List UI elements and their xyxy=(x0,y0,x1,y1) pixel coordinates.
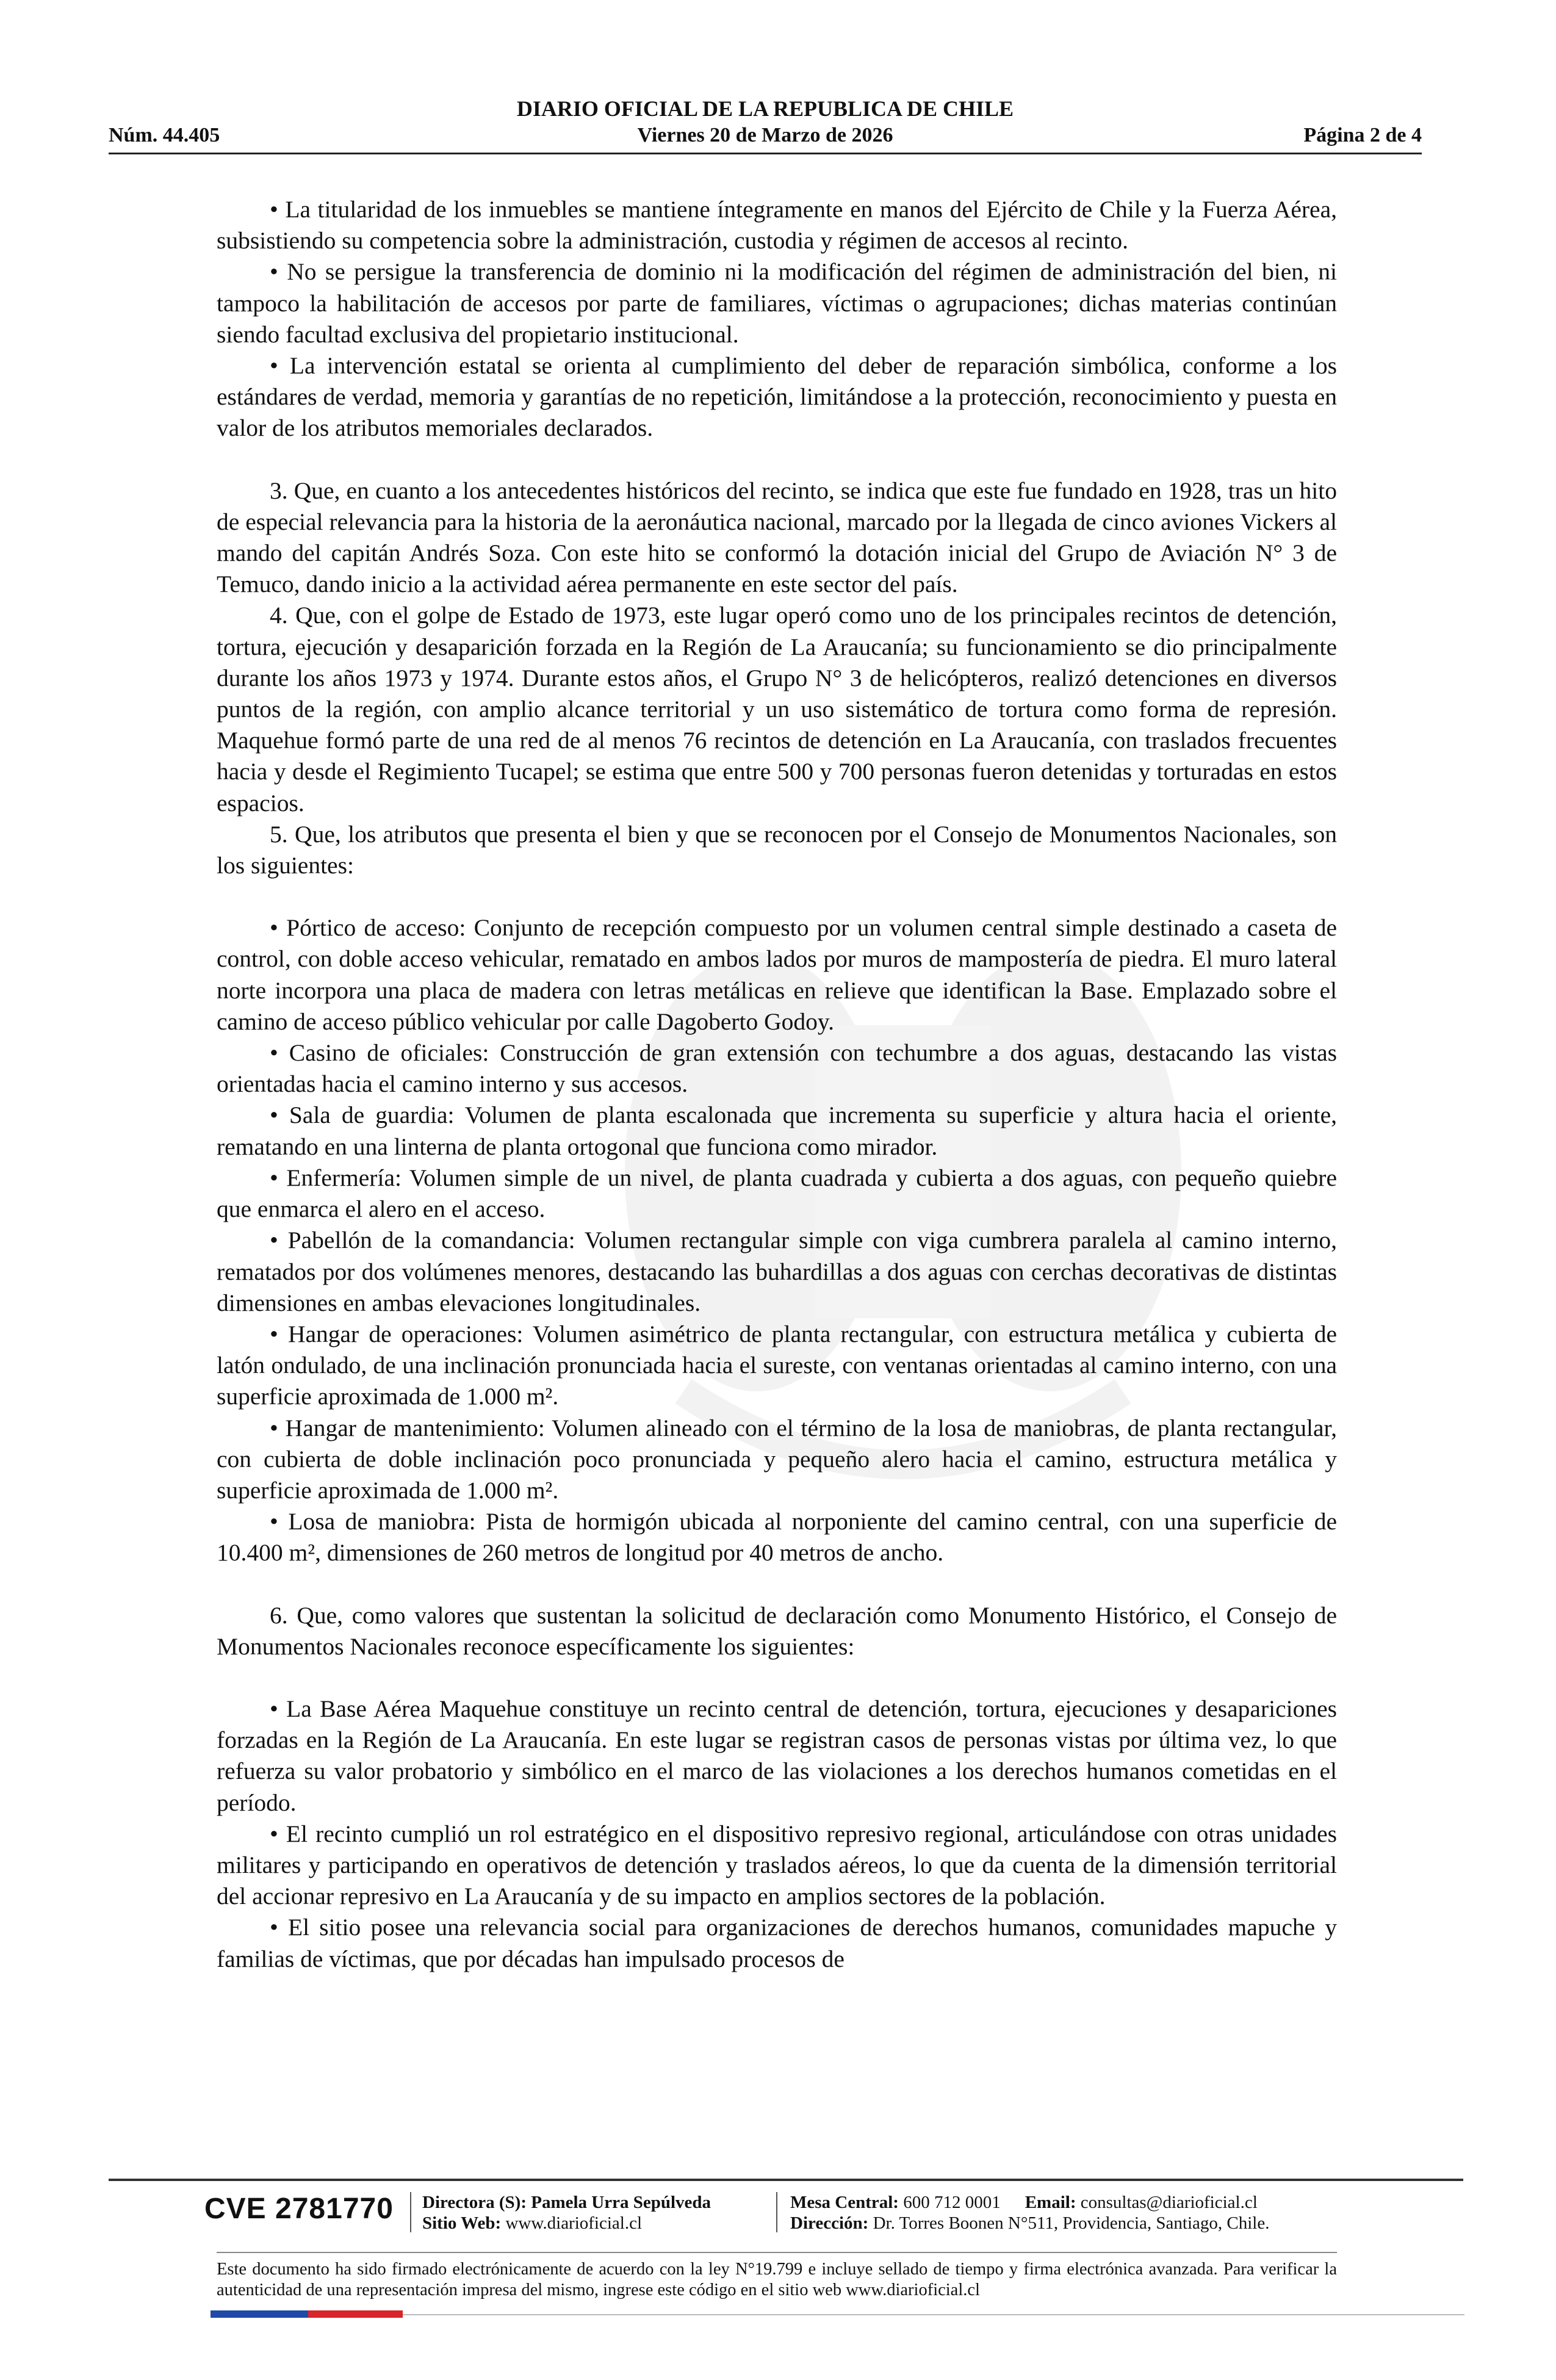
paragraph-spacer xyxy=(217,444,1337,475)
bullet-paragraph: • Pórtico de acceso: Conjunto de recepción compuesto por un volumen central simple destinado a caseta de control, con doble acceso vehicular, rematado en ambos lados por muros de mampostería de piedra. El muro lateral norte incorpora una placa de madera con letras metálicas en relieve que identifican la Base. Emplazado sobre el camino de acceso público vehicular por calle Dagoberto Godoy. xyxy=(217,914,1337,1035)
bullet-paragraph: • No se persigue la transferencia de dominio ni la modificación del régimen de administración del bien, ni tampoco la habilitación de accesos por parte de familiares, víctimas o agrupaciones; dichas materias continúan siendo facultad exclusiva del propietario institucional. xyxy=(217,258,1337,348)
bullet-paragraph: • La intervención estatal se orienta al cumplimiento del deber de reparación simbólica, conforme a los estándares de verdad, memoria y garantías de no repetición, limitándose a la protección, reconocimiento y puesta en valor de los atributos memoriales declarados. xyxy=(217,352,1337,442)
director-line xyxy=(422,2192,711,2213)
bullet-paragraph: • Losa de maniobra: Pista de hormigón ubicada al norponiente del camino central, con una superficie de 10.400 m², dimensiones de 260 metros de longitud por 40 metros de ancho. xyxy=(217,1508,1337,1567)
newspaper-title: DIARIO OFICIAL DE LA REPUBLICA DE CHILE xyxy=(516,96,1014,121)
bullet-paragraph: • Hangar de mantenimiento: Volumen alineado con el término de la losa de maniobras, de planta rectangular, con cubierta de doble inclinación poco pronunciada y pequeño alero hacia el camino, estructura metálica y superficie aproximada de 1.000 m². xyxy=(217,1414,1337,1504)
paragraph-spacer xyxy=(217,1662,1337,1693)
bullet-paragraph: • El sitio posee una relevancia social para organizaciones de derechos humanos, comunidades mapuche y familias de víctimas, que por décadas han impulsado procesos de xyxy=(217,1914,1337,1972)
mesa-label: Mesa Central: xyxy=(790,2193,899,2212)
numbered-paragraph: 4. Que, con el golpe de Estado de 1973, este lugar operó como uno de los principales recintos de detención, tortura, ejecución y desaparición forzada en la Región de La Araucanía; su funcionamiento se dio principalmente durante los años 1973 y 1974. Durante estos años, el Grupo N° 3 de helicópteros, realizó detenciones en diversos puntos de la región, con amplio alcance territorial y un uso sistemático de tortura como forma de represión. Maquehue formó parte de una red de al menos 76 recintos de detención en La Araucanía, con traslados frecuentes hacia y desde el Regimiento Tucapel; se estima que entre 500 y 700 personas fueron detenidas y torturadas en estos espacios. xyxy=(217,602,1337,817)
paragraph-spacer xyxy=(217,1569,1337,1600)
document-body xyxy=(217,194,1337,1975)
numbered-paragraph: 5. Que, los atributos que presenta el bien y que se reconocen por el Consejo de Monumentos Nacionales, son los siguientes: xyxy=(217,820,1337,879)
cve-code: CVE 2781770 xyxy=(204,2193,394,2225)
footer-separator xyxy=(410,2192,411,2232)
bullet-paragraph: • Enfermería: Volumen simple de un nivel, de planta cuadrada y cubierta a dos aguas, con pequeño quiebre que enmarca el alero en el acceso. xyxy=(217,1164,1337,1223)
page-indicator: Página 2 de 4 xyxy=(1303,124,1422,146)
director-label: Directora (S): xyxy=(422,2193,527,2212)
numbered-paragraph: 6. Que, como valores que sustentan la solicitud de declaración como Monumento Histórico, el Consejo de Monumentos Nacionales reconoce específicamente los siguientes: xyxy=(217,1601,1337,1660)
contact-line xyxy=(790,2192,1269,2213)
header-info-row xyxy=(109,122,1422,149)
bullet-paragraph: • Pabellón de la comandancia: Volumen rectangular simple con viga cumbrera paralela al camino interno, rematados por dos volúmenes menores, destacando las buhardillas a dos aguas con cerchas decorativas de distintas dimensiones en ambas elevaciones longitudinales. xyxy=(217,1227,1337,1316)
footer-director-column xyxy=(422,2192,711,2234)
issue-date: Viernes 20 de Marzo de 2026 xyxy=(637,124,893,146)
address-value: Dr. Torres Boonen N°511, Providencia, Santiago, Chile. xyxy=(873,2213,1270,2233)
paragraph-spacer xyxy=(217,881,1337,912)
bullet-paragraph: • El recinto cumplió un rol estratégico en el dispositivo represivo regional, articulándose con otras unidades militares y participando en operativos de detención y traslados aéreos, lo que da cuenta de la dimensión territorial del accionar represivo en La Araucanía y de su impacto en amplios sectores de la población. xyxy=(217,1820,1337,1910)
bullet-paragraph: • Hangar de operaciones: Volumen asimétrico de planta rectangular, con estructura metálica y cubierta de latón ondulado, de una inclinación pronunciada hacia el sureste, con ventanas orientadas al camino interno, con una superficie aproximada de 1.000 m². xyxy=(217,1320,1337,1410)
address-line xyxy=(790,2213,1269,2234)
website-link[interactable]: www.diarioficial.cl xyxy=(505,2213,643,2233)
footer-contact-column xyxy=(790,2192,1269,2234)
footer-separator xyxy=(776,2192,777,2232)
bullet-paragraph: • Casino de oficiales: Construcción de gran extensión con techumbre a dos aguas, destacando las vistas orientadas hacia el camino interno y sus accesos. xyxy=(217,1039,1337,1098)
header-divider xyxy=(109,153,1422,154)
chile-flag-stripe xyxy=(211,2310,403,2318)
director-name: Pamela Urra Sepúlveda xyxy=(531,2193,711,2212)
email-link[interactable]: consultas@diarioficial.cl xyxy=(1080,2193,1258,2212)
flag-red-segment xyxy=(308,2310,403,2318)
signature-disclaimer: Este documento ha sido firmado electrónicamente de acuerdo con la ley N°19.799 e incluye sellado de tiempo y firma electrónica avanzada. Para verificar la autenticidad de una representación impresa del mismo, ingrese este código en el sitio web www.diarioficial.cl xyxy=(217,2260,1337,2299)
footer-divider xyxy=(109,2179,1463,2181)
flag-blue-segment xyxy=(211,2310,308,2318)
address-label: Dirección: xyxy=(790,2213,869,2233)
bullet-paragraph: • La Base Aérea Maquehue constituye un recinto central de detención, tortura, ejecuciones y desapariciones forzadas en la Región de La Araucanía. En este lugar se registran casos de personas vistas por última vez, lo que refuerza su valor probatorio y simbólico en el marco de las violaciones a los derechos humanos cometidas en el período. xyxy=(217,1695,1337,1816)
footer-bottom-line xyxy=(403,2314,1464,2315)
email-label: Email: xyxy=(1025,2193,1076,2212)
numbered-paragraph: 3. Que, en cuanto a los antecedentes históricos del recinto, se indica que este fue fundado en 1928, tras un hito de especial relevancia para la historia de la aeronáutica nacional, marcado por la llegada de cinco aviones Vickers al mando del capitán Andrés Soza. Con este hito se conformó la dotación inicial del Grupo de Aviación N° 3 de Temuco, dando inicio a la actividad aérea permanente en este sector del país. xyxy=(217,477,1337,598)
website-line xyxy=(422,2213,711,2234)
page-header xyxy=(109,96,1422,155)
bullet-paragraph: • La titularidad de los inmuebles se mantiene íntegramente en manos del Ejército de Chile y la Fuerza Aérea, subsistiendo su competencia sobre la administración, custodia y régimen de accesos al recinto. xyxy=(217,196,1337,254)
bullet-paragraph: • Sala de guardia: Volumen de planta escalonada que incrementa su superficie y altura hacia el oriente, rematando en una linterna de planta ortogonal que funciona como mirador. xyxy=(217,1102,1337,1160)
mesa-phone: 600 712 0001 xyxy=(903,2193,1001,2212)
footer-thin-divider xyxy=(217,2252,1337,2253)
issue-number: Núm. 44.405 xyxy=(109,124,220,146)
website-label: Sitio Web: xyxy=(422,2213,502,2233)
